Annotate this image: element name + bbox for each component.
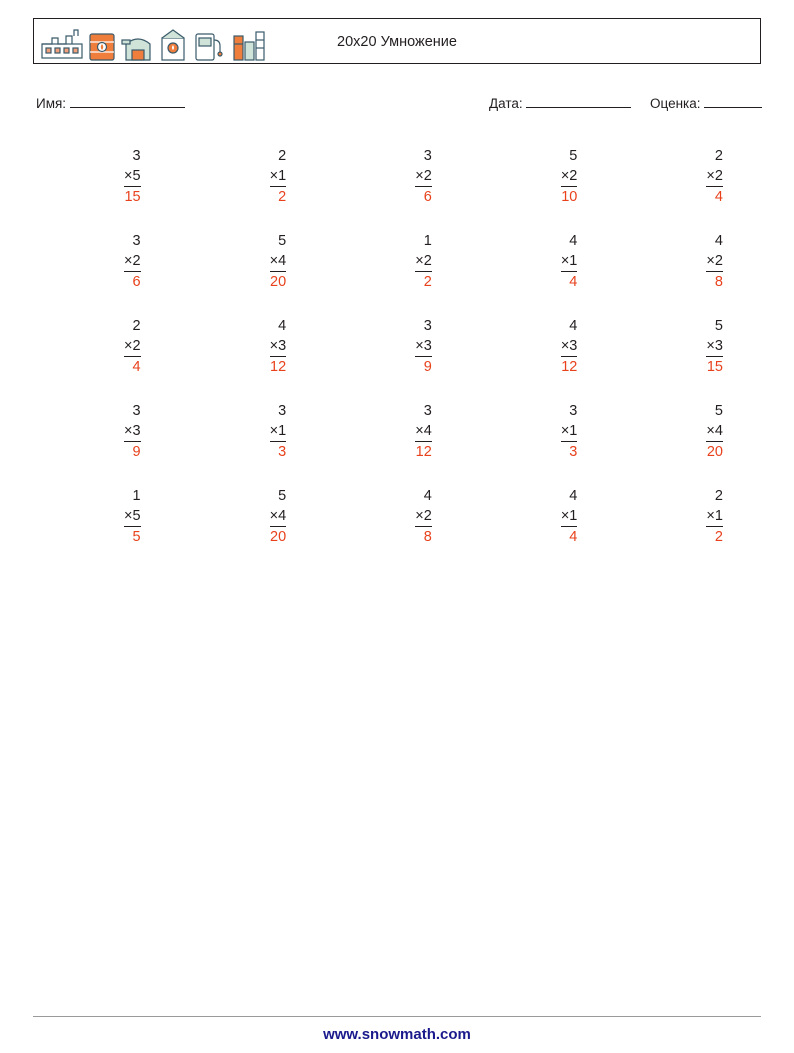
problem-row [33, 223, 761, 308]
multiplier: ×2 [560, 168, 578, 184]
problem-cell [33, 223, 179, 308]
answer-line [270, 271, 287, 292]
problem [561, 316, 578, 377]
problem [706, 316, 723, 377]
answer-line [270, 356, 287, 377]
multiplier: ×2 [415, 253, 432, 269]
problem [124, 401, 141, 462]
multiplier: ×2 [124, 338, 141, 354]
problem [415, 231, 432, 292]
date-label: Дата: [489, 96, 523, 111]
problem [270, 486, 287, 547]
problem-cell [33, 138, 179, 223]
problem-row [33, 138, 761, 223]
problem [415, 401, 432, 462]
problem [706, 401, 723, 462]
problem [706, 231, 723, 292]
problem-row [33, 308, 761, 393]
problem [124, 231, 141, 292]
answer-line [124, 526, 141, 547]
multiplier: ×3 [124, 423, 141, 439]
answer-line [706, 186, 723, 207]
answer-line [706, 356, 723, 377]
answer-line [561, 441, 578, 462]
multiplier: ×3 [415, 338, 432, 354]
multiplier: ×3 [269, 338, 287, 354]
answer[interactable]: 8 [714, 274, 723, 290]
multiplier: ×4 [269, 253, 287, 269]
answer[interactable]: 3 [569, 444, 578, 460]
problem [561, 231, 578, 292]
multiplicand: 5 [278, 233, 287, 249]
problem [415, 486, 432, 547]
score-input-line[interactable] [704, 95, 762, 108]
answer-line [706, 441, 723, 462]
multiplicand: 1 [132, 488, 141, 504]
problem-cell [324, 393, 470, 478]
multiplicand: 2 [132, 318, 141, 334]
answer-line [270, 526, 287, 547]
answer-line [415, 271, 432, 292]
problem-cell [179, 138, 325, 223]
multiplier: ×2 [706, 253, 723, 269]
name-label: Имя: [36, 96, 67, 111]
problem [270, 316, 287, 377]
multiplicand: 4 [569, 488, 578, 504]
answer[interactable]: 15 [706, 359, 723, 375]
multiplicand: 3 [132, 403, 141, 419]
answer[interactable]: 20 [706, 444, 723, 460]
answer[interactable]: 12 [415, 444, 432, 460]
answer-line [415, 186, 432, 207]
answer[interactable]: 6 [132, 274, 141, 290]
problem-cell [33, 478, 179, 563]
multiplier: ×3 [560, 338, 578, 354]
footer-site-link[interactable]: www.snowmath.com [323, 1026, 471, 1043]
answer-line [561, 526, 578, 547]
multiplicand: 3 [132, 233, 141, 249]
date-input-line[interactable] [526, 95, 631, 108]
problem-cell [179, 308, 325, 393]
problem-cell [179, 393, 325, 478]
problem [270, 401, 287, 462]
multiplicand: 3 [132, 148, 141, 164]
score-label: Оценка: [650, 96, 701, 111]
answer[interactable]: 2 [714, 529, 723, 545]
multiplicand: 4 [569, 318, 578, 334]
answer[interactable]: 4 [569, 529, 578, 545]
multiplicand: 5 [278, 488, 287, 504]
multiplicand: 4 [423, 488, 432, 504]
multiplicand: 1 [423, 233, 432, 249]
answer[interactable]: 4 [569, 274, 578, 290]
problem [561, 486, 578, 547]
multiplicand: 3 [278, 403, 287, 419]
answer[interactable]: 2 [423, 274, 432, 290]
answer-line [124, 186, 141, 207]
multiplier: ×5 [124, 508, 141, 524]
answer[interactable]: 15 [124, 189, 141, 205]
multiplier: ×4 [415, 423, 432, 439]
problem [415, 316, 432, 377]
answer[interactable]: 2 [278, 189, 287, 205]
answer[interactable]: 12 [561, 359, 578, 375]
answer[interactable]: 3 [278, 444, 287, 460]
multiplier: ×1 [706, 508, 723, 524]
multiplier: ×1 [560, 253, 578, 269]
problem-cell [615, 138, 761, 223]
answer-line [124, 271, 141, 292]
answer[interactable]: 4 [132, 359, 141, 375]
multiplier: ×1 [560, 508, 578, 524]
score-field-group [650, 95, 762, 111]
multiplicand: 4 [569, 233, 578, 249]
answer-line [124, 441, 141, 462]
multiplicand: 3 [569, 403, 578, 419]
problem [124, 486, 141, 547]
answer-line [706, 271, 723, 292]
page-title: 20x20 Умножение [337, 34, 457, 50]
problem-cell [470, 138, 616, 223]
answer[interactable]: 5 [132, 529, 141, 545]
answer[interactable]: 8 [423, 529, 432, 545]
multiplier: ×1 [560, 423, 578, 439]
answer[interactable]: 12 [270, 359, 287, 375]
multiplier: ×5 [124, 168, 141, 184]
answer-line [270, 186, 287, 207]
problem [124, 146, 141, 207]
student-info-row [0, 95, 794, 115]
problem-cell [470, 223, 616, 308]
answer-line [561, 271, 578, 292]
problem-row [33, 478, 761, 563]
problem-cell [470, 478, 616, 563]
answer-line [124, 356, 141, 377]
problem [561, 401, 578, 462]
multiplicand: 3 [423, 148, 432, 164]
answer-line [561, 186, 578, 207]
multiplicand: 2 [278, 148, 287, 164]
multiplier: ×2 [124, 253, 141, 269]
name-input-line[interactable] [70, 95, 185, 108]
problem-cell [324, 478, 470, 563]
multiplicand: 2 [714, 148, 723, 164]
multiplicand: 5 [714, 318, 723, 334]
answer[interactable]: 10 [561, 189, 578, 205]
answer-line [561, 356, 578, 377]
problem-cell [470, 308, 616, 393]
multiplicand: 4 [714, 233, 723, 249]
answer[interactable]: 6 [423, 189, 432, 205]
multiplicand: 3 [423, 318, 432, 334]
answer-line [270, 441, 287, 462]
answer[interactable]: 9 [132, 444, 141, 460]
problem [270, 146, 287, 207]
problem-cell [179, 478, 325, 563]
answer[interactable]: 20 [270, 274, 287, 290]
multiplicand: 5 [714, 403, 723, 419]
multiplier: ×1 [269, 168, 287, 184]
header-bar [33, 18, 761, 64]
footer-divider [33, 1016, 761, 1017]
multiplier: ×1 [269, 423, 287, 439]
problem-cell [470, 393, 616, 478]
multiplicand: 2 [714, 488, 723, 504]
problem-cell [33, 308, 179, 393]
problem-cell [324, 308, 470, 393]
answer[interactable]: 4 [714, 189, 723, 205]
problem [270, 231, 287, 292]
answer-line [415, 526, 432, 547]
date-field-group [489, 95, 631, 111]
problem-cell [33, 393, 179, 478]
problem-cell [179, 223, 325, 308]
multiplier: ×4 [706, 423, 723, 439]
multiplier: ×2 [415, 508, 432, 524]
name-field-group [36, 95, 185, 111]
problems-grid [33, 138, 761, 563]
answer-line [415, 441, 432, 462]
multiplicand: 3 [423, 403, 432, 419]
multiplier: ×4 [269, 508, 287, 524]
problem-cell [615, 393, 761, 478]
problem-row [33, 393, 761, 478]
multiplicand: 4 [278, 318, 287, 334]
problem [706, 146, 723, 207]
problem-cell [615, 308, 761, 393]
multiplier: ×2 [706, 168, 723, 184]
answer-line [415, 356, 432, 377]
multiplicand: 5 [569, 148, 578, 164]
multiplier: ×2 [415, 168, 432, 184]
multiplier: ×3 [706, 338, 723, 354]
problem [415, 146, 432, 207]
problem-cell [324, 138, 470, 223]
problem-cell [324, 223, 470, 308]
problem [561, 146, 578, 207]
answer-line [706, 526, 723, 547]
problem [706, 486, 723, 547]
answer[interactable]: 9 [423, 359, 432, 375]
problem [124, 316, 141, 377]
problem-cell [615, 478, 761, 563]
problem-cell [615, 223, 761, 308]
answer[interactable]: 20 [270, 529, 287, 545]
